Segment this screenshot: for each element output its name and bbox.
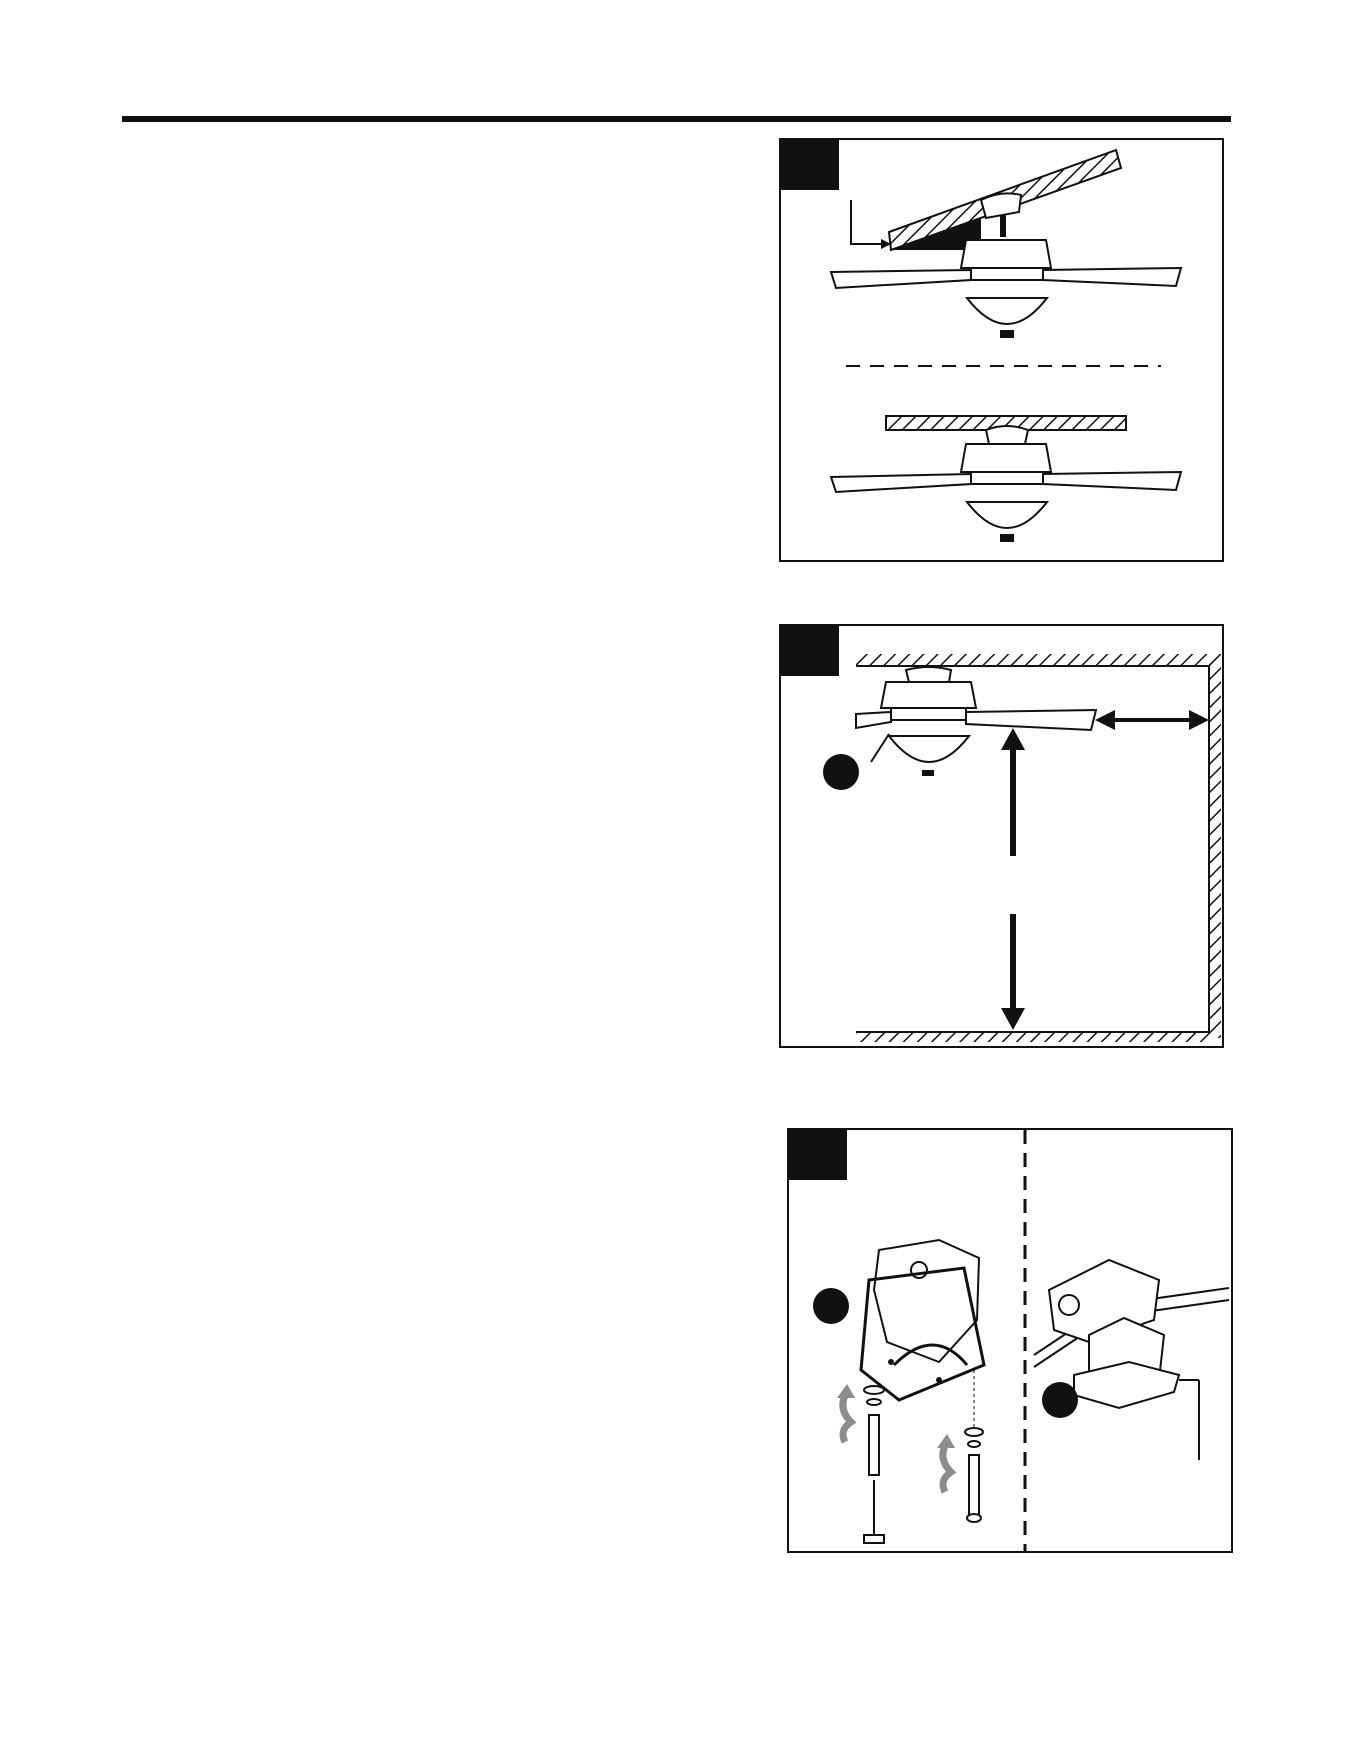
outlet-box-illustration bbox=[861, 1240, 984, 1400]
clearance-arrows-illustration bbox=[781, 626, 1222, 1046]
figure-outlet-box-mounting bbox=[787, 1128, 1233, 1553]
figure-clearance bbox=[779, 624, 1224, 1048]
flat-ceiling-fan-illustration bbox=[831, 416, 1181, 542]
figure-tab bbox=[781, 626, 839, 676]
callout-mounting-bracket bbox=[1042, 1382, 1078, 1418]
figure-tab bbox=[781, 140, 839, 190]
callout-fan-blade bbox=[823, 754, 859, 790]
callout-outlet-box bbox=[813, 1288, 849, 1324]
sloped-ceiling-fan-illustration bbox=[831, 150, 1181, 338]
fan-mount-angle-diagram bbox=[781, 140, 1222, 560]
figure-tab bbox=[789, 1130, 847, 1180]
header-rule bbox=[122, 116, 1231, 122]
installed-bracket-illustration bbox=[1034, 1260, 1229, 1460]
outlet-box-bracket-illustration bbox=[789, 1130, 1231, 1551]
figure-ceiling-angle bbox=[779, 138, 1224, 562]
